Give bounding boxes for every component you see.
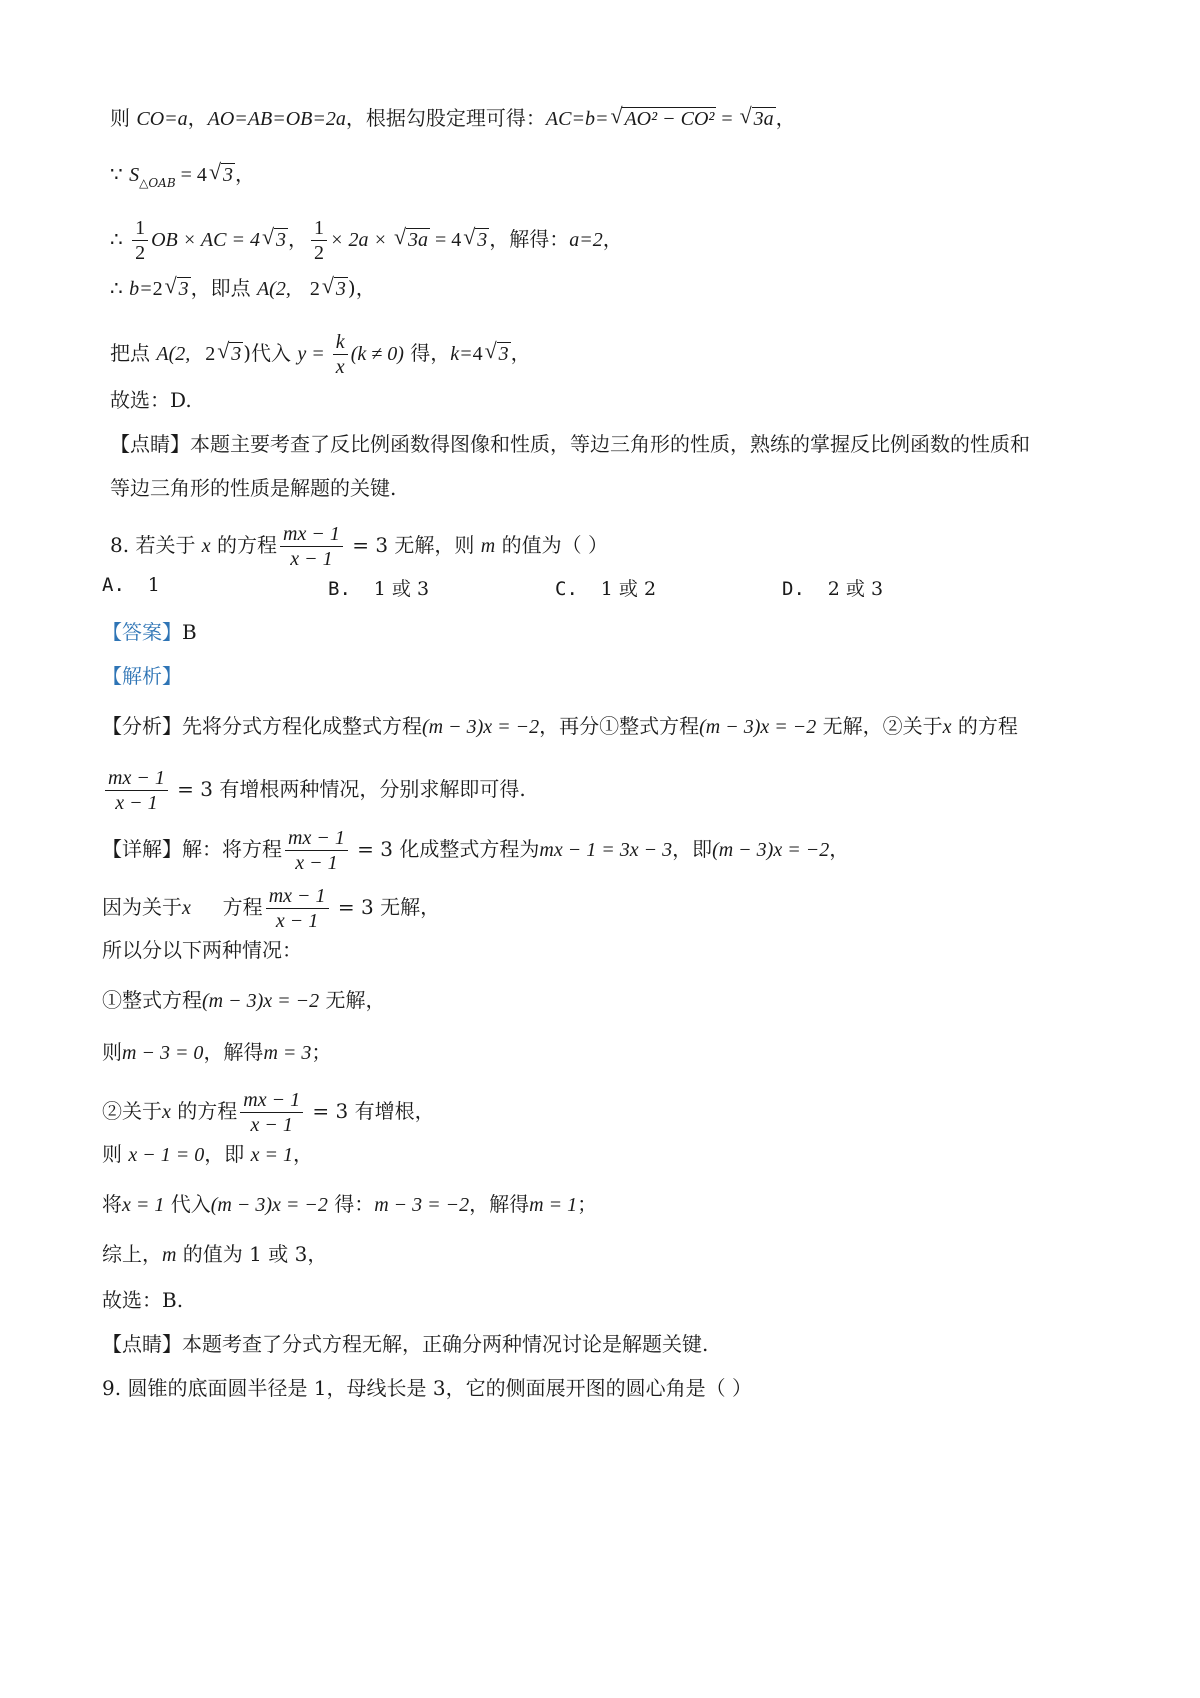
math: x	[162, 1101, 171, 1123]
option-text: 1	[147, 574, 160, 596]
fraction: $\frac{mx - 1}{x - 1}$	[105, 766, 168, 815]
analysis-line-2	[102, 766, 526, 815]
solution-line-k	[110, 330, 531, 379]
therefore-symbol: ∴	[110, 227, 130, 251]
math: x	[942, 716, 952, 738]
text: 8. 若关于	[110, 533, 202, 557]
math: m	[162, 1244, 177, 1266]
text: ，	[775, 106, 796, 130]
math: (k ≠ 0)	[350, 343, 404, 365]
math: (m − 3)x = −2	[422, 716, 540, 738]
text: 综上，	[102, 1242, 162, 1266]
solution-line-co	[110, 104, 796, 133]
math: m − 3 = −2	[374, 1194, 470, 1216]
solution-line-b	[110, 274, 376, 303]
answer-value: B	[182, 620, 197, 644]
sqrt-expression: √ 3	[261, 224, 286, 251]
math: y =	[297, 343, 330, 365]
math: A(2,	[156, 343, 191, 365]
math: (m − 3)x = −2	[712, 839, 830, 861]
sqrt-expression: √ 3	[208, 159, 233, 186]
math: 4	[472, 343, 483, 365]
comment-line-1: 【点睛】本题主要考查了反比例函数得图像和性质，等边三角形的性质，熟练的掌握反比例函数的性质和	[110, 432, 1030, 456]
text: 的方程	[210, 533, 278, 557]
text: ，解得	[203, 1040, 264, 1064]
sqrt-expression: √ 3a	[393, 224, 428, 251]
text: 则	[102, 1040, 122, 1064]
detail-line-1	[102, 826, 849, 875]
sqrt-expression: √ 3	[217, 338, 242, 365]
math: =	[716, 108, 738, 130]
text: 得，	[403, 341, 451, 365]
text: ，即	[204, 1142, 251, 1166]
text: 的方程	[951, 714, 1018, 738]
math: x	[182, 897, 191, 919]
because-symbol: ∵	[110, 162, 130, 186]
math: S	[129, 164, 140, 186]
option-a[interactable]	[102, 574, 160, 596]
sqrt-expression: √ 3	[463, 224, 488, 251]
text: ；	[577, 1192, 598, 1216]
solution-line-area	[110, 160, 255, 197]
text: 代入	[164, 1192, 211, 1216]
math: b=	[129, 278, 153, 300]
math: AC=b=	[545, 108, 609, 130]
text: ；	[311, 1040, 332, 1064]
detail-line-3: 所以分以下两种情况：	[102, 938, 302, 962]
choose-d: 故选：D.	[110, 388, 192, 412]
math: 2	[190, 343, 216, 365]
text: ，根据勾股定理可得：	[345, 106, 546, 130]
math: AO=AB=OB=2a	[207, 108, 346, 130]
math: = 4	[175, 164, 207, 186]
radicand: AO² − CO²	[624, 108, 715, 130]
detail-line-4	[102, 986, 386, 1015]
fraction: $\frac{mx - 1}{x - 1}$	[285, 826, 348, 875]
math: 2	[152, 278, 163, 300]
question-8	[110, 522, 608, 571]
option-label: B.	[328, 578, 351, 600]
option-text: 2 或 3	[827, 578, 884, 600]
fraction: $\frac{1}{2}$	[311, 216, 327, 265]
fraction: $\frac{mx - 1}{x - 1}$	[266, 884, 329, 933]
text: ，解得：	[489, 227, 570, 251]
text: 将	[102, 1192, 122, 1216]
detail-line-8	[102, 1190, 597, 1219]
radicand: 3a	[753, 108, 774, 130]
sqrt-expression: √ AO² − CO²	[610, 103, 715, 130]
text: ，	[234, 162, 255, 186]
math: x = 1	[122, 1194, 165, 1216]
math: × 2a ×	[329, 229, 392, 251]
question-9: 9. 圆锥的底面圆半径是 1，母线长是 3，它的侧面展开图的圆心角是（ ）	[102, 1376, 752, 1400]
text: = 3 有增根，	[306, 1099, 435, 1123]
comment-q8: 【点睛】本题考查了分式方程无解，正确分两种情况讨论是解题关键.	[102, 1332, 709, 1356]
option-label: C.	[555, 578, 578, 600]
text: ，	[602, 227, 623, 251]
text: 把点	[110, 341, 157, 365]
analysis-line-1	[102, 712, 1018, 741]
text: ，	[829, 837, 850, 861]
text: 的值为（ ）	[495, 533, 608, 557]
sqrt-expression: √ 3	[321, 273, 346, 300]
text: 的方程	[170, 1099, 238, 1123]
text: 无解，②关于	[816, 714, 943, 738]
text: ，	[292, 1142, 313, 1166]
sqrt-expression: √ 3	[164, 273, 189, 300]
math: k=	[450, 343, 473, 365]
math: x	[201, 535, 211, 557]
text: 得：	[327, 1192, 375, 1216]
math: x − 1 = 0	[128, 1144, 205, 1166]
fraction: $\frac{mx - 1}{x - 1}$	[240, 1088, 303, 1137]
math: x = 1	[250, 1144, 293, 1166]
answer-tag: 【答案】	[102, 620, 182, 644]
text: ，即	[672, 837, 713, 861]
text: 【分析】先将分式方程化成整式方程	[102, 714, 422, 738]
detail-line-5	[102, 1038, 331, 1067]
text: 方程	[190, 895, 263, 919]
analysis-tag: 【解析】	[102, 664, 182, 688]
math: mx − 1 = 3x − 3	[539, 839, 673, 861]
fraction: $\frac{mx - 1}{x - 1}$	[280, 522, 343, 571]
answer-line	[102, 618, 197, 646]
text: ，	[510, 341, 531, 365]
text: 无解，	[319, 988, 386, 1012]
sqrt-expression: √ 3a	[739, 103, 774, 130]
math: = 4	[429, 229, 462, 251]
subscript: △OAB	[139, 176, 176, 190]
option-c[interactable]	[555, 574, 656, 601]
text: ，即点	[190, 276, 257, 300]
text: 的值为 1 或 3，	[176, 1242, 328, 1266]
math: (m − 3)x = −2	[202, 990, 320, 1012]
text: )，	[347, 276, 376, 300]
text: )代入	[243, 341, 298, 365]
text: 因为关于	[102, 895, 182, 919]
math: (m − 3)x = −2	[210, 1194, 328, 1216]
comment-line-2: 等边三角形的性质是解题的关键.	[110, 476, 397, 500]
text: 则	[102, 1142, 129, 1166]
math: OB × AC = 4	[151, 229, 260, 251]
option-d[interactable]	[782, 574, 883, 601]
math: m − 3 = 0	[122, 1042, 204, 1064]
fraction: $\frac{k}{x}$	[333, 330, 348, 379]
math: m = 3	[263, 1042, 312, 1064]
option-label: A.	[102, 574, 125, 596]
math: 2	[309, 278, 320, 300]
option-b[interactable]	[328, 574, 429, 601]
math: CO=a	[136, 108, 188, 130]
math: a=2	[569, 229, 603, 251]
math: m	[480, 535, 496, 557]
detail-line-7	[102, 1140, 313, 1169]
text: ①整式方程	[102, 988, 202, 1012]
text: = 3 无解，则	[345, 533, 481, 557]
text: 【详解】解：将方程	[102, 837, 282, 861]
text: = 3 有增根两种情况，分别求解即可得.	[170, 777, 526, 801]
therefore-symbol: ∴	[110, 276, 130, 300]
text: ，	[287, 227, 308, 251]
text: ，解得	[469, 1192, 530, 1216]
math: A(2,	[256, 278, 291, 300]
option-text: 1 或 3	[373, 578, 430, 600]
text	[291, 276, 310, 300]
text: = 3 无解，	[331, 895, 441, 919]
detail-line-2	[102, 884, 440, 933]
text: 则	[110, 106, 137, 130]
text: ，再分①整式方程	[539, 714, 700, 738]
radicand: 3	[222, 164, 233, 186]
text: ②关于	[102, 1099, 162, 1123]
sqrt-expression: √ 3	[484, 338, 509, 365]
detail-line-9	[102, 1240, 327, 1269]
solution-line-solve-a	[110, 216, 623, 265]
fraction: $\frac{1}{2}$	[132, 216, 148, 265]
math: (m − 3)x = −2	[699, 716, 817, 738]
choose-b: 故选：B.	[102, 1288, 184, 1312]
math: m = 1	[529, 1194, 578, 1216]
text: = 3 化成整式方程为	[350, 837, 540, 861]
detail-line-6	[102, 1088, 435, 1137]
text: ，	[187, 106, 208, 130]
option-text: 1 或 2	[600, 578, 657, 600]
option-label: D.	[782, 578, 805, 600]
